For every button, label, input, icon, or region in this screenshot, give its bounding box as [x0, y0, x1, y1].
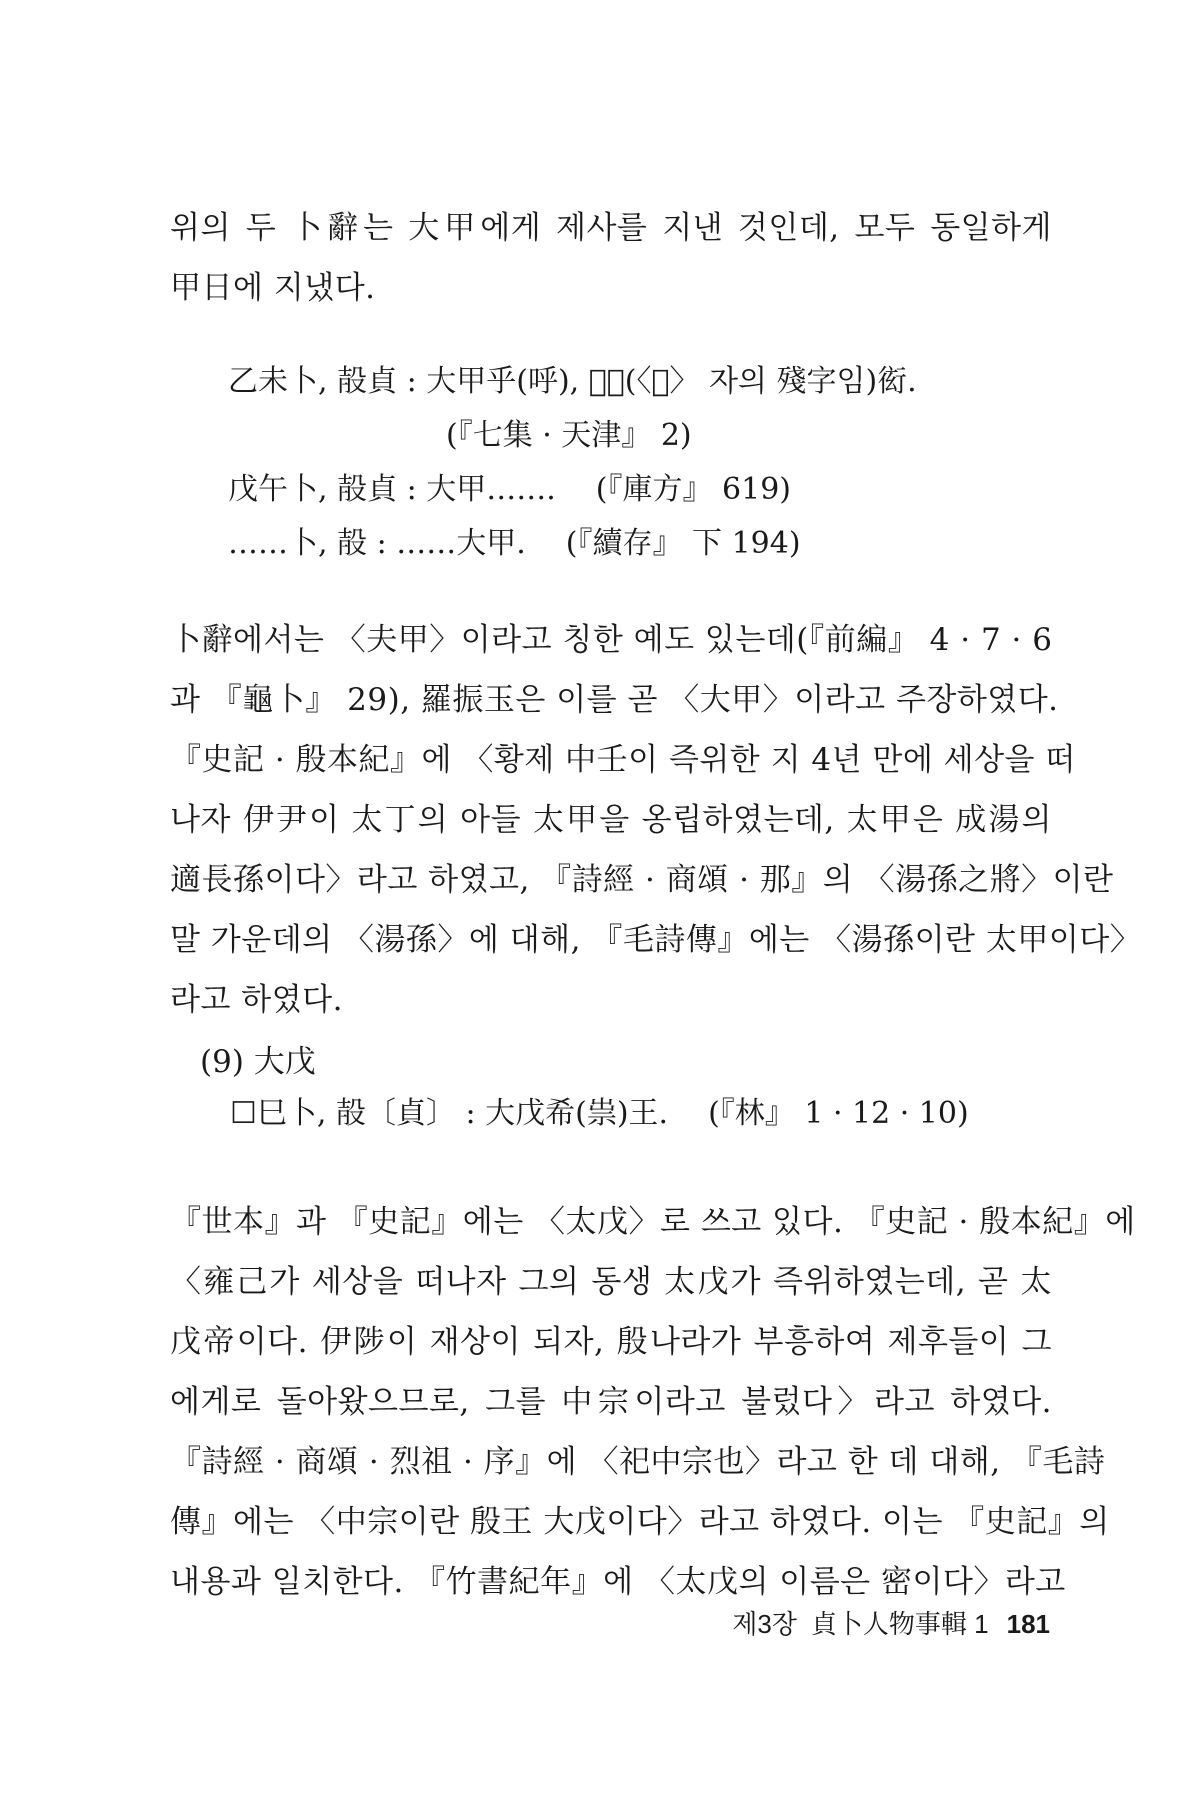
paragraph-line: 나자 伊尹이 太丁의 아들 太甲을 옹립하였는데, 太甲은 成湯의 — [170, 802, 1052, 838]
paragraph-line: 甲日에 지냈다. — [170, 270, 376, 306]
oracle-quote-3-text: ……卜, 㱿 : ……大甲. — [228, 526, 526, 561]
paragraph-3 — [170, 1192, 1136, 1612]
oracle-quote-9-source: (『林』 1 · 12 · 10) — [708, 1096, 969, 1131]
paragraph-line: 卜辭에서는 〈夫甲〉이라고 칭한 예도 있는데(『前編』 4 · 7 · 6 — [170, 622, 1053, 658]
page-footer — [732, 1604, 1050, 1644]
paragraph-line: 내용과 일치한다. 『竹書紀年』에 〈太戊의 이름은 密이다〉라고 — [170, 1564, 1066, 1600]
oracle-quote-3-source: (『續存』 下 194) — [565, 526, 801, 561]
paragraph-line: 傳』에는 〈中宗이란 殷王 大戊이다〉라고 하였다. 이는 『史記』의 — [170, 1504, 1110, 1540]
oracle-quote-9 — [230, 1087, 969, 1141]
section-heading-9: (9) 大戊 — [200, 1044, 316, 1080]
paragraph-line: 〈雍己가 세상을 떠나자 그의 동생 太戊가 즉위하였는데, 곧 太 — [170, 1264, 1052, 1300]
paragraph-line: 말 가운데의 〈湯孫〉에 대해, 『毛詩傳』에는 〈湯孫이란 太甲이다〉 — [170, 922, 1142, 958]
oracle-quote-2-source: (『庫方』 619) — [595, 472, 792, 507]
paragraph-line: 戊帝이다. 伊陟이 재상이 되자, 殷나라가 부흥하여 제후들이 그 — [170, 1324, 1052, 1360]
paragraph-line: 위의 두 卜辭는 大甲에게 제사를 지낸 것인데, 모두 동일하게 — [170, 210, 1052, 246]
oracle-quote-2-text: 戊午卜, 㱿貞 : 大甲……. — [228, 472, 556, 507]
paragraph-line: 『詩經 · 商頌 · 烈祖 · 序』에 〈祀中宗也〉라고 한 데 대해, 『毛詩 — [170, 1444, 1106, 1480]
paragraph-line: 에게로 돌아왔으므로, 그를 中宗이라고 불렀다〉라고 하였다. — [170, 1384, 1052, 1420]
oracle-quote-1: 乙未卜, 㱿貞 : 大甲乎(呼), 𠫑𢀛(〈𠫑〉 자의 殘字임)衒. — [228, 364, 917, 399]
footer-chapter: 제3장 — [732, 1609, 797, 1639]
paragraph-1 — [170, 198, 1052, 318]
oracle-quote-3 — [228, 517, 801, 571]
page-number: 181 — [1006, 1609, 1050, 1639]
paragraph-line: 『史記 · 殷本紀』에 〈황제 中壬이 즉위한 지 4년 만에 세상을 떠 — [170, 742, 1076, 778]
oracle-quote-2 — [228, 463, 791, 517]
paragraph-line: 『世本』과 『史記』에는 〈太戊〉로 쓰고 있다. 『史記 · 殷本紀』에 — [170, 1204, 1136, 1240]
paragraph-line: 라고 하였다. — [170, 982, 343, 1018]
oracle-quote-1-source: (『七集 · 天津』 2) — [446, 418, 692, 453]
paragraph-line: 適長孫이다〉라고 하였고, 『詩經 · 商頌 · 那』의 〈湯孫之將〉이란 — [170, 862, 1114, 898]
oracle-quote-9-text: ☐巳卜, 㱿〔貞〕 : 大戊希(祟)王. — [230, 1096, 669, 1131]
paragraph-line: 과 『龜卜』 29), 羅振玉은 이를 곧 〈大甲〉이라고 주장하였다. — [170, 682, 1059, 718]
footer-title: 貞卜人物事輯 1 — [810, 1609, 989, 1639]
paragraph-2 — [170, 610, 1142, 1030]
